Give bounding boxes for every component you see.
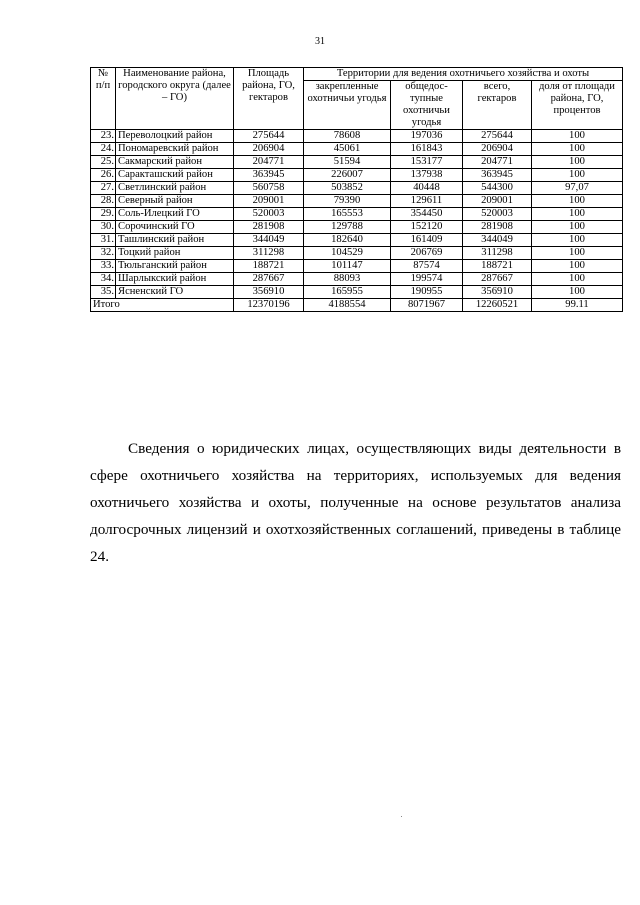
row-name: Пономаревский район (116, 143, 234, 156)
row-num: 26. (91, 169, 116, 182)
row-share: 100 (532, 195, 623, 208)
row-area: 287667 (234, 273, 304, 286)
row-area: 206904 (234, 143, 304, 156)
header-public: общедос-тупные охотничьи угодья (391, 81, 463, 130)
row-num: 31. (91, 234, 116, 247)
row-share: 100 (532, 247, 623, 260)
row-total: 344049 (463, 234, 532, 247)
header-name: Наименование района, городского округа (далее – ГО) (116, 68, 234, 130)
row-total: 204771 (463, 156, 532, 169)
row-num: 29. (91, 208, 116, 221)
total-row (91, 299, 623, 312)
table-row (91, 143, 623, 156)
row-total: 311298 (463, 247, 532, 260)
row-name: Шарлыкский район (116, 273, 234, 286)
row-public: 199574 (391, 273, 463, 286)
row-total: 363945 (463, 169, 532, 182)
table-row (91, 247, 623, 260)
row-num: 28. (91, 195, 116, 208)
table-row (91, 260, 623, 273)
row-total: 209001 (463, 195, 532, 208)
row-assigned: 165955 (304, 286, 391, 299)
row-assigned: 101147 (304, 260, 391, 273)
row-public: 40448 (391, 182, 463, 195)
header-share: доля от площади района, ГО, процентов (532, 81, 623, 130)
row-num: 34. (91, 273, 116, 286)
row-num: 30. (91, 221, 116, 234)
row-area: 275644 (234, 130, 304, 143)
table-row (91, 182, 623, 195)
row-num: 24. (91, 143, 116, 156)
row-share: 100 (532, 260, 623, 273)
row-total: 356910 (463, 286, 532, 299)
table-row (91, 156, 623, 169)
table-row (91, 169, 623, 182)
row-total: 275644 (463, 130, 532, 143)
row-name: Северный район (116, 195, 234, 208)
row-share: 100 (532, 286, 623, 299)
row-total: 520003 (463, 208, 532, 221)
row-public: 354450 (391, 208, 463, 221)
total-label: Итого (91, 299, 234, 312)
table-row (91, 221, 623, 234)
row-public: 161843 (391, 143, 463, 156)
row-share: 100 (532, 221, 623, 234)
row-public: 137938 (391, 169, 463, 182)
header-total: всего, гектаров (463, 81, 532, 130)
row-num: 35. (91, 286, 116, 299)
row-name: Тюльганский район (116, 260, 234, 273)
row-num: 23. (91, 130, 116, 143)
row-name: Ташлинский район (116, 234, 234, 247)
row-area: 209001 (234, 195, 304, 208)
total-total: 12260521 (463, 299, 532, 312)
row-public: 153177 (391, 156, 463, 169)
row-share: 97,07 (532, 182, 623, 195)
row-total: 281908 (463, 221, 532, 234)
row-public: 129611 (391, 195, 463, 208)
row-num: 33. (91, 260, 116, 273)
row-assigned: 226007 (304, 169, 391, 182)
row-public: 161409 (391, 234, 463, 247)
row-num: 32. (91, 247, 116, 260)
row-assigned: 129788 (304, 221, 391, 234)
row-share: 100 (532, 208, 623, 221)
row-share: 100 (532, 156, 623, 169)
total-public: 8071967 (391, 299, 463, 312)
row-share: 100 (532, 143, 623, 156)
row-assigned: 88093 (304, 273, 391, 286)
row-area: 311298 (234, 247, 304, 260)
row-total: 206904 (463, 143, 532, 156)
row-num: 25. (91, 156, 116, 169)
row-public: 152120 (391, 221, 463, 234)
row-name: Ясненский ГО (116, 286, 234, 299)
row-assigned: 503852 (304, 182, 391, 195)
table-row (91, 130, 623, 143)
row-name: Тоцкий район (116, 247, 234, 260)
row-assigned: 78608 (304, 130, 391, 143)
row-name: Светлинский район (116, 182, 234, 195)
row-area: 188721 (234, 260, 304, 273)
header-num: № п/п (91, 68, 116, 130)
total-assigned: 4188554 (304, 299, 391, 312)
scan-speck (401, 816, 402, 817)
row-share: 100 (532, 169, 623, 182)
row-name: Соль-Илецкий ГО (116, 208, 234, 221)
row-name: Саракташский район (116, 169, 234, 182)
page-number: 31 (315, 36, 325, 47)
row-total: 188721 (463, 260, 532, 273)
table-row (91, 273, 623, 286)
table-row (91, 208, 623, 221)
row-assigned: 45061 (304, 143, 391, 156)
hunting-territories-table (90, 67, 623, 312)
row-area: 356910 (234, 286, 304, 299)
row-assigned: 165553 (304, 208, 391, 221)
row-name: Сакмарский район (116, 156, 234, 169)
table-row (91, 234, 623, 247)
body-paragraph: Сведения о юридических лицах, осуществляющих виды деятельности в сфере охотничьего хозяйства на территориях, используемых для ведения охотничьего хозяйства и охоты, полученные на основе результатов анализа долгосрочных лицензий и охотхозяйственных соглашений, приведены в таблице 24. (90, 440, 621, 565)
row-assigned: 51594 (304, 156, 391, 169)
row-public: 197036 (391, 130, 463, 143)
total-area: 12370196 (234, 299, 304, 312)
row-name: Сорочинский ГО (116, 221, 234, 234)
row-name: Переволоцкий район (116, 130, 234, 143)
row-public: 206769 (391, 247, 463, 260)
row-total: 287667 (463, 273, 532, 286)
row-area: 281908 (234, 221, 304, 234)
header-assigned: закрепленные охотничьи угодья (304, 81, 391, 130)
row-area: 560758 (234, 182, 304, 195)
row-area: 363945 (234, 169, 304, 182)
row-total: 544300 (463, 182, 532, 195)
header-territories: Территории для ведения охотничьего хозяйства и охоты (304, 68, 623, 81)
table-row (91, 286, 623, 299)
row-share: 100 (532, 273, 623, 286)
row-assigned: 104529 (304, 247, 391, 260)
row-share: 100 (532, 130, 623, 143)
row-assigned: 182640 (304, 234, 391, 247)
row-area: 344049 (234, 234, 304, 247)
row-num: 27. (91, 182, 116, 195)
table-row (91, 195, 623, 208)
row-public: 190955 (391, 286, 463, 299)
row-assigned: 79390 (304, 195, 391, 208)
header-area: Площадь района, ГО, гектаров (234, 68, 304, 130)
row-area: 204771 (234, 156, 304, 169)
row-share: 100 (532, 234, 623, 247)
total-share: 99.11 (532, 299, 623, 312)
row-area: 520003 (234, 208, 304, 221)
row-public: 87574 (391, 260, 463, 273)
